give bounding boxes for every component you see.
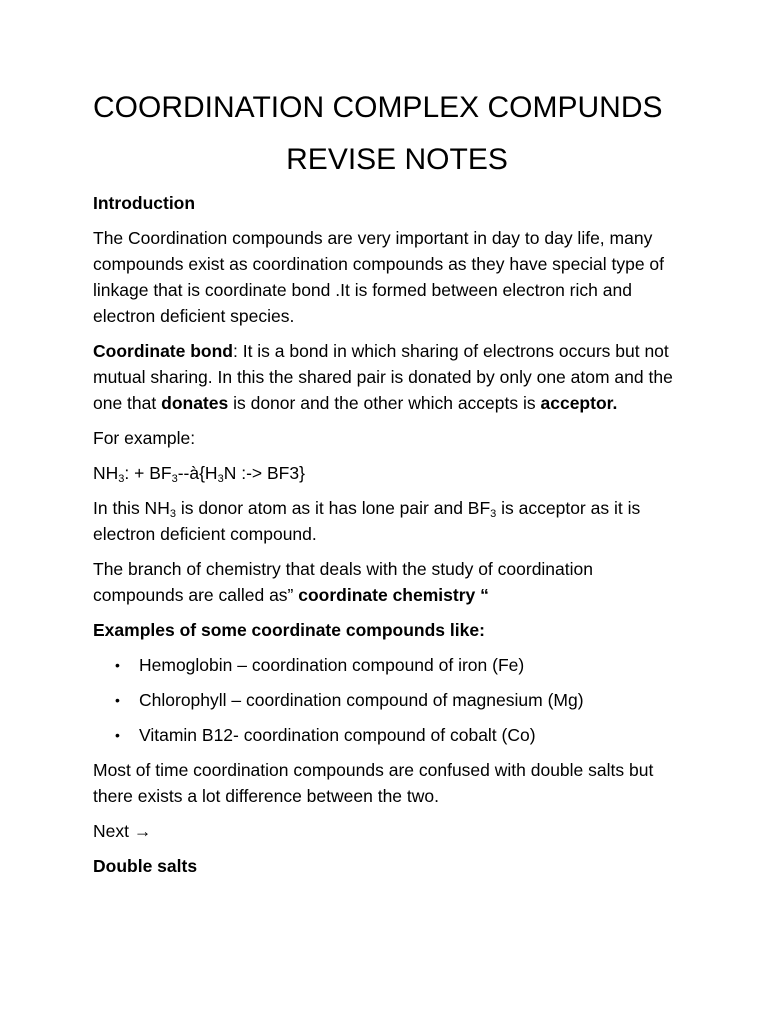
equation	[93, 460, 683, 486]
list-item	[93, 687, 683, 713]
equation-subscript: 3	[217, 473, 224, 485]
equation-part4: N :-> BF3}	[223, 463, 305, 483]
acceptor-term: acceptor.	[540, 393, 618, 413]
intro-paragraph: The Coordination compounds are very important in day to day life, many compounds exist as coordination compounds as they have special type of linkage that is coordinate bond .It is formed between electron rich and electron deficient species.	[93, 228, 665, 326]
double-salts-heading: Double salts	[93, 856, 198, 876]
equation-part3: --à{H	[177, 463, 218, 483]
equation-part2: : + BF	[124, 463, 172, 483]
equation-subscript: 3	[171, 473, 178, 485]
double-salts-paragraph: Most of time coordination compounds are confused with double salts but there exists a lot difference between the two.	[93, 760, 654, 806]
equation-subscript: 3	[118, 473, 125, 485]
bullet-icon: •	[115, 657, 120, 673]
donor-acceptor-part1: In this NH	[93, 498, 170, 518]
coordinate-bond-paragraph	[93, 338, 683, 416]
donates-term: donates	[161, 393, 229, 413]
donor-acceptor-subscript: 3	[490, 508, 497, 520]
bullet-icon: •	[115, 692, 120, 708]
list-item-text: Vitamin B12- coordination compound of cobalt (Co)	[139, 725, 536, 745]
list-item-text: Chlorophyll – coordination compound of magnesium (Mg)	[139, 690, 584, 710]
list-item	[93, 652, 683, 678]
examples-list	[93, 652, 683, 748]
page-title: COORDINATION COMPLEX COMPUNDS	[93, 91, 663, 124]
branch-bold: coordinate chemistry “	[298, 585, 489, 605]
branch-paragraph	[93, 556, 683, 608]
coordinate-bond-term: Coordinate bond	[93, 341, 233, 361]
branch-text: The branch of chemistry that deals with the study of coordination compounds are called as”	[93, 559, 593, 605]
equation-nh: NH	[93, 463, 119, 483]
page-subtitle: REVISE NOTES	[286, 143, 508, 176]
coordinate-bond-text-1: : It is a bond in which sharing of electrons occurs but not mutual sharing. In this the shared pair is donated by only one atom and the one that	[93, 341, 673, 413]
list-item	[93, 722, 683, 748]
donor-acceptor-paragraph	[93, 495, 683, 547]
list-item-text: Hemoglobin – coordination compound of iron (Fe)	[139, 655, 525, 675]
next-link[interactable]: Next →	[93, 821, 152, 841]
coordinate-bond-text-2: is donor and the other which accepts is	[228, 393, 541, 413]
document-body	[93, 86, 683, 879]
donor-acceptor-part2: is donor atom as it has lone pair and BF	[175, 498, 491, 518]
donor-acceptor-subscript: 3	[169, 508, 176, 520]
bullet-icon: •	[115, 727, 120, 743]
examples-heading: Examples of some coordinate compounds like:	[93, 620, 485, 640]
for-example-label: For example:	[93, 428, 196, 448]
intro-heading: Introduction	[93, 193, 196, 213]
donor-acceptor-part3: is acceptor as it is electron deficient compound.	[93, 498, 641, 544]
